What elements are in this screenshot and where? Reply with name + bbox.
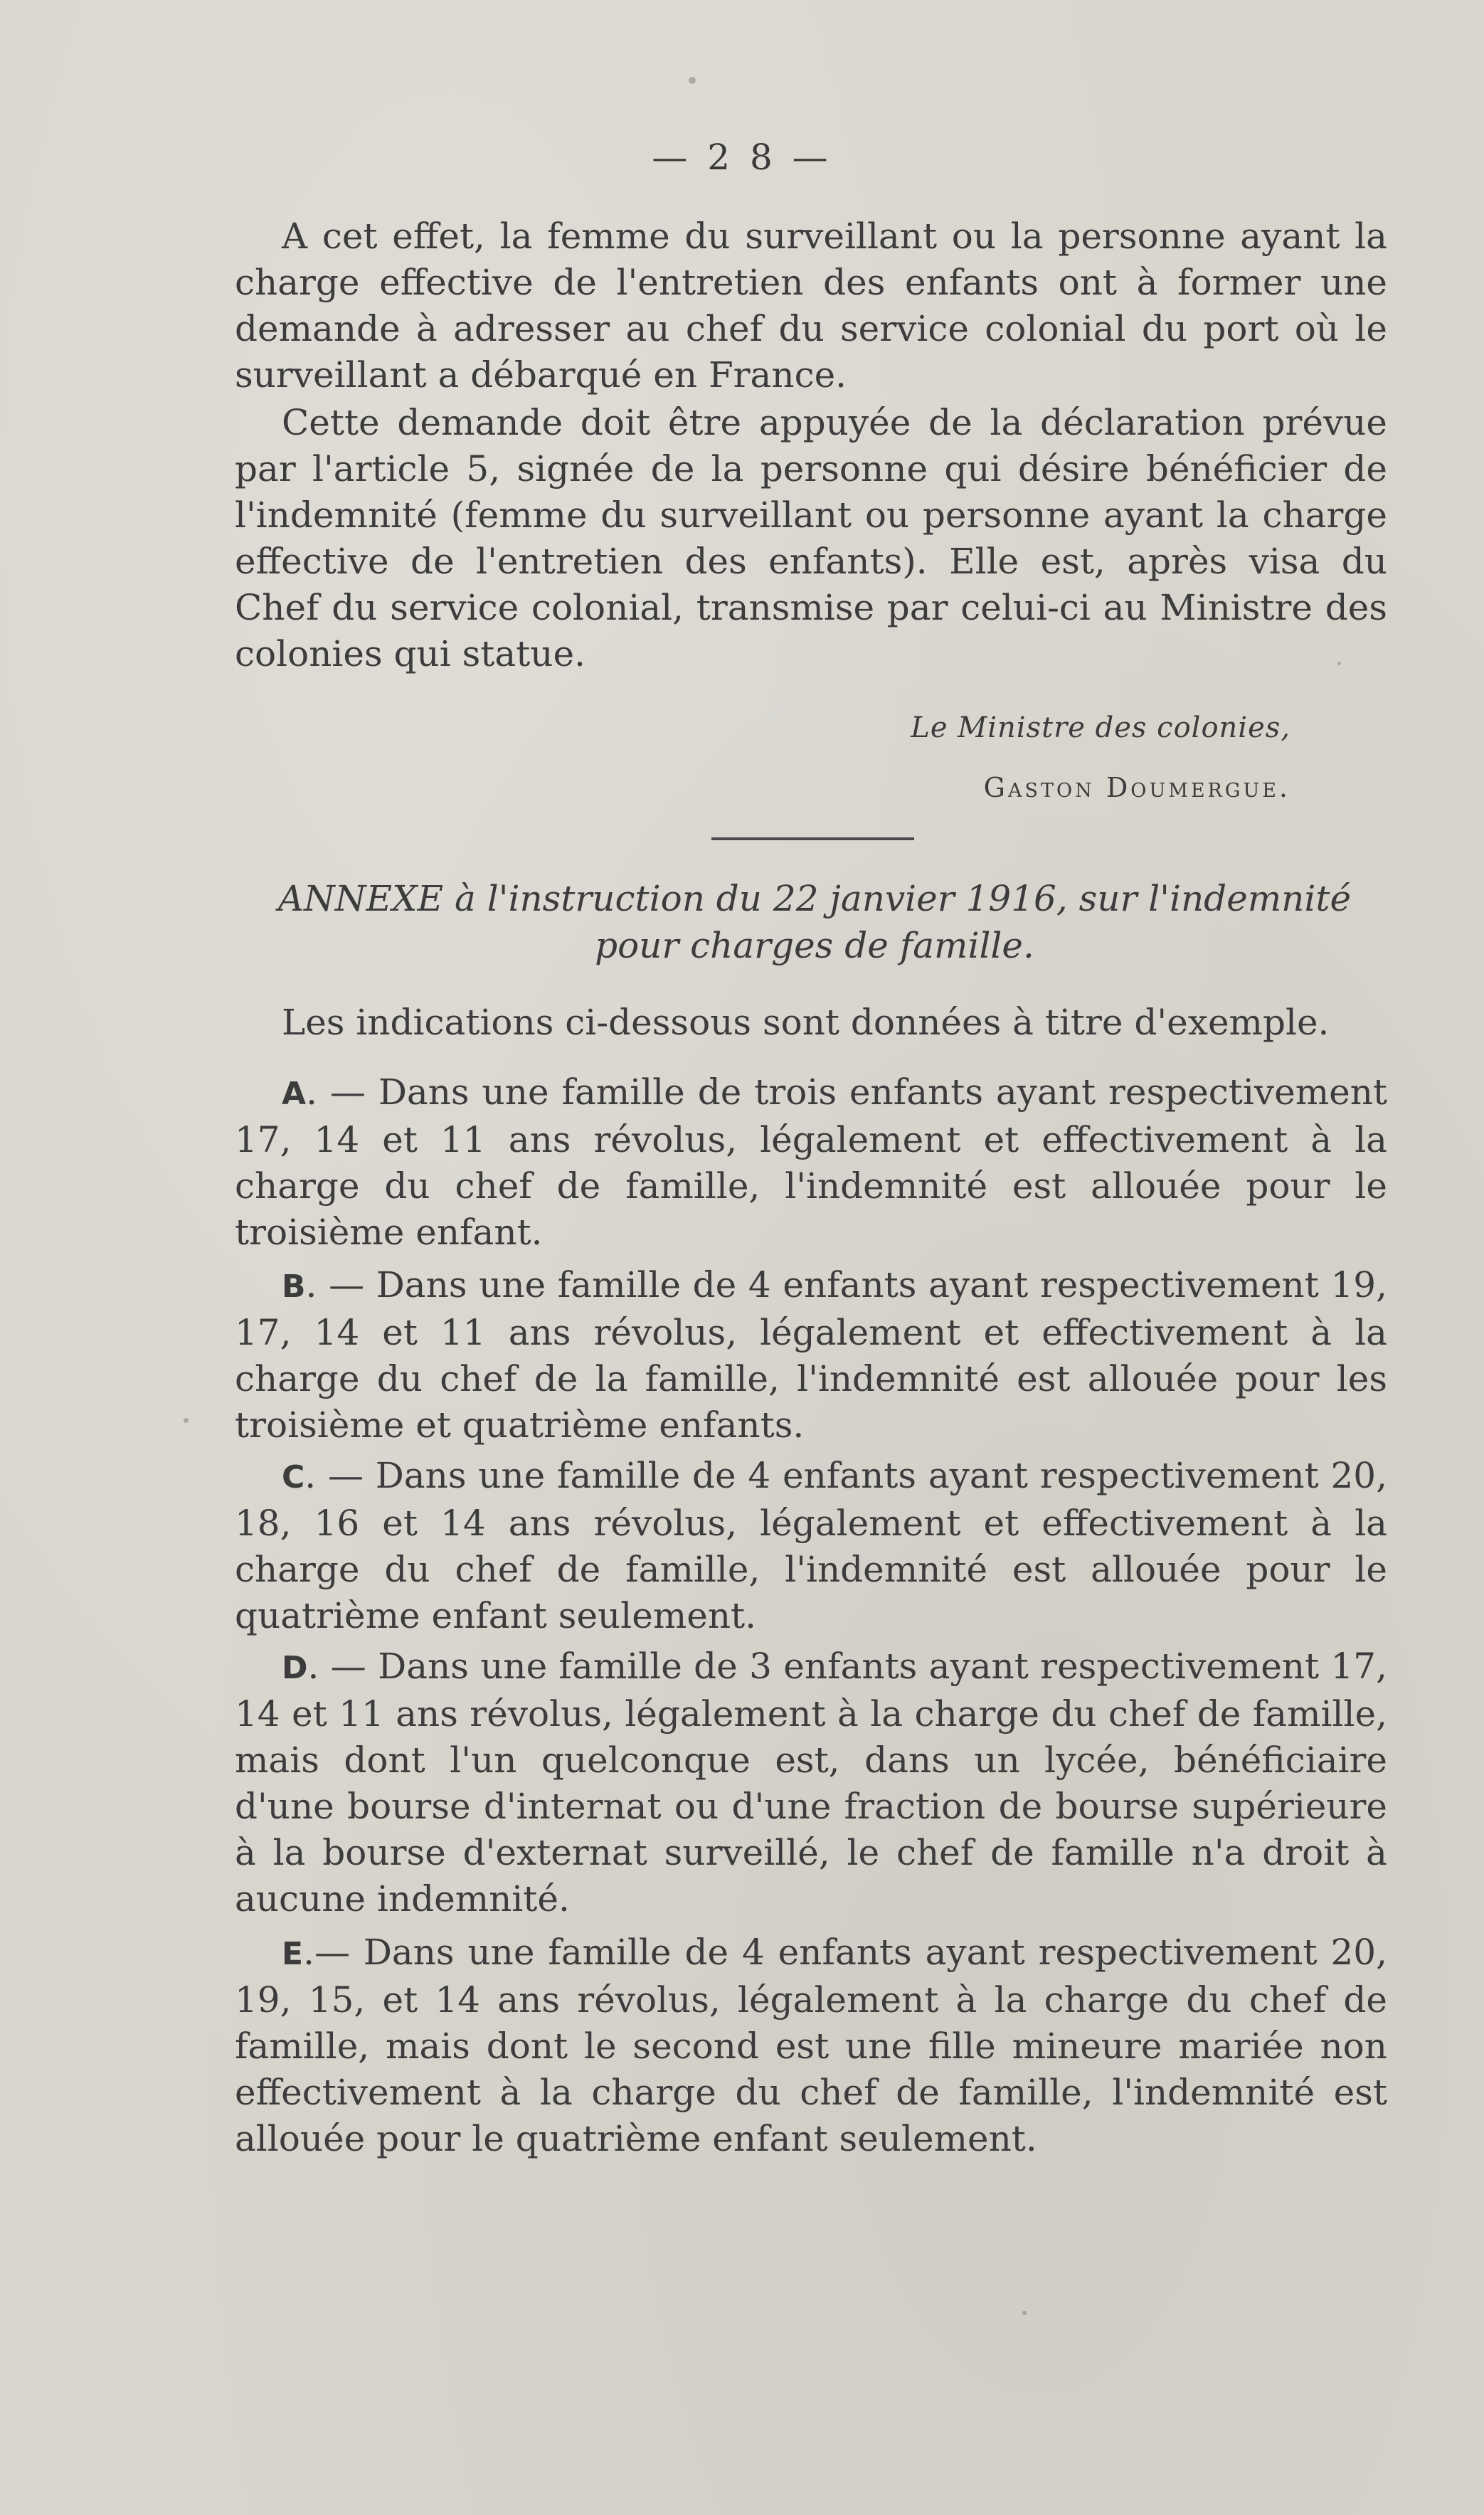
paper-speck	[1337, 662, 1341, 665]
example-letter: E	[282, 1936, 304, 1972]
example-text: . — Dans une famille de trois enfants ayant respectivement 17, 14 et 11 ans révolus, légalement et effectivement à la charge du chef de famille, l'indemnité est allouée pour le troisième enfant.	[235, 1071, 1387, 1253]
example-text: .— Dans une famille de 4 enfants ayant respectivement 20, 19, 15, et 14 ans révolus, légalement à la charge du chef de famille, mais dont le second est une fille mineure mariée non effectivement à la charge du chef de famille, l'indemnité est allouée pour le quatrième enfant seulement.	[235, 1932, 1387, 2159]
annex-intro: Les indications ci-dessous sont données à titre d'exemple.	[282, 1002, 1330, 1043]
signature-title: Le Ministre des colonies,	[911, 711, 1290, 744]
annex-heading: ANNEXE à l'instruction du 22 janvier 1916, sur l'indemnité pour charges de famille.	[277, 878, 1352, 966]
example-c	[235, 1453, 1387, 1639]
signature-name: Gaston Doumergue.	[983, 772, 1290, 803]
page-number: — 2 8 —	[652, 137, 832, 178]
paper-speck	[689, 77, 696, 84]
example-letter: A	[282, 1076, 307, 1112]
example-b	[235, 1262, 1387, 1449]
paper-speck	[184, 1418, 189, 1423]
example-d	[235, 1643, 1387, 1922]
example-letter: D	[282, 1650, 308, 1686]
example-text: . — Dans une famille de 4 enfants ayant respectivement 20, 18, 16 et 14 ans révolus, légalement et effectivement à la charge du chef de famille, l'indemnité est allouée pour le quatrième enfant seulement.	[235, 1455, 1387, 1636]
example-text: . — Dans une famille de 4 enfants ayant respectivement 19, 17, 14 et 11 ans révolus, légalement et effectivement à la charge du chef de la famille, l'indemnité est allouée pour les troisième et quatrième enfants.	[235, 1264, 1387, 1446]
example-a	[235, 1069, 1387, 1256]
intro-paragraph: A cet effet, la femme du surveillant ou la personne ayant la charge effective de l'entretien des enfants ont à former une demande à adresser au chef du service colonial du port où le surveillant a débarqué en France.	[235, 216, 1387, 396]
intro-paragraph-continued: Cette demande doit être appuyée de la déclaration prévue par l'article 5, signée de la personne qui désire bénéficier de l'indemnité (femme du surveillant ou personne ayant la charge effective de l'entretien des enfants). Elle est, après visa du Chef du service colonial, transmise par celui-ci au Ministre des colonies qui statue.	[235, 402, 1387, 674]
section-divider	[711, 837, 914, 840]
example-text: . — Dans une famille de 3 enfants ayant respectivement 17, 14 et 11 ans révolus, légalement à la charge du chef de famille, mais dont l'un quelconque est, dans un lycée, bénéficiaire d'une bourse d'internat ou d'une fraction de bourse supérieure à la bourse d'externat surveillé, le chef de famille n'a droit à aucune indemnité.	[235, 1646, 1387, 1920]
example-e	[235, 1929, 1387, 2162]
example-letter: B	[282, 1269, 306, 1305]
example-letter: C	[282, 1459, 305, 1495]
paper-speck	[1022, 2311, 1027, 2315]
